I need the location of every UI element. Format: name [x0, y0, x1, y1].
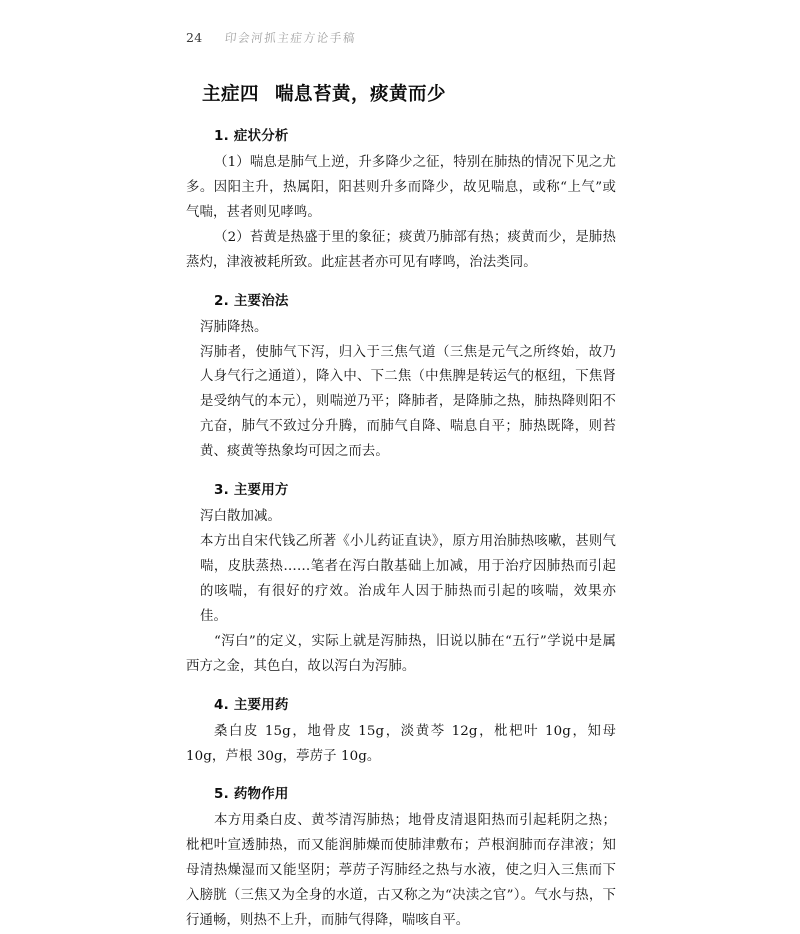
section-4-paragraph-1: 桑白皮 15g，地骨皮 15g，淡黄芩 12g，枇杷叶 10g，知母 10g，芦根 30g，葶苈子 10g。 [186, 723, 616, 764]
section-2-paragraph-1: 泻肺降热。 [200, 319, 268, 335]
section-3-paragraph-2: 本方出自宋代钱乙所著《小儿药证直诀》，原方用治肺热咳嗽，甚则气喘，皮肤蒸热……笔者在泻白散基础上加减，用于治疗因肺热而引起的咳喘，有很好的疗效。治成年人因于肺热而引起的咳喘，效果亦佳。 [200, 534, 616, 624]
section-heading-main-herbs: 4. 主要用药 [214, 696, 289, 713]
section-2-paragraph-2: 泻肺者，使肺气下泻，归入于三焦气道（三焦是元气之所终始，故乃人身气行之通道），降入中、下二焦（中焦脾是转运气的枢纽，下焦肾是受纳气的本元），则喘逆乃平；降肺者，是降肺之热，肺热降则阳不亢奋，肺气不致过分升腾，而肺气自降、喘息自平；肺热既降，则苔黄、痰黄等热象均可因之而去。 [200, 344, 616, 460]
running-header-title: 印会河抓主症方论手稿 [223, 30, 357, 46]
section-heading-herb-actions: 5. 药物作用 [214, 786, 289, 803]
chapter-title-text: 喘息苔黄，痰黄而少 [275, 84, 447, 105]
chapter-heading [202, 80, 616, 106]
section-3-paragraph-1: 泻白散加减。 [200, 509, 281, 525]
section-heading-main-formula: 3. 主要用方 [214, 482, 289, 499]
running-header [186, 30, 616, 52]
section-5-paragraph-1: 本方用桑白皮、黄芩清泻肺热；地骨皮清退阳热而引起耗阴之热；枇杷叶宣透肺热，而又能润肺燥而使肺津敷布；芦根润肺而存津液；知母清热燥湿而又能坚阴；葶苈子泻肺经之热与水液，使之归入三焦而下入膀胱（三焦又为全身的水道，古又称之为“决渎之官”）。气水与热，下行通畅，则热不上升，而肺气得降，喘咳自平。 [186, 813, 616, 929]
section-3-paragraph-3: “泻白”的定义，实际上就是泻肺热，旧说以肺在“五行”学说中是属西方之金，其色白，故以泻白为泻肺。 [186, 633, 616, 674]
section-heading-symptom-analysis: 1. 症状分析 [214, 128, 289, 144]
page-number: 24 [186, 30, 203, 45]
page-text-block [186, 30, 616, 934]
section-heading-main-treatment: 2. 主要治法 [214, 292, 289, 309]
section-1-paragraph-2: （2）苔黄是热盛于里的象征；痰黄乃肺部有热；痰黄而少，是肺热蒸灼，津液被耗所致。此症甚者亦可见有哮鸣，治法类同。 [186, 229, 616, 270]
chapter-label: 主症四 [202, 84, 260, 105]
section-1-paragraph-1: （1）喘息是肺气上逆，升多降少之征，特别在肺热的情况下见之尤多。因阳主升，热属阳，阳甚则升多而降少，故见喘息，或称“上气”或气喘，甚者则见哮鸣。 [186, 155, 616, 220]
